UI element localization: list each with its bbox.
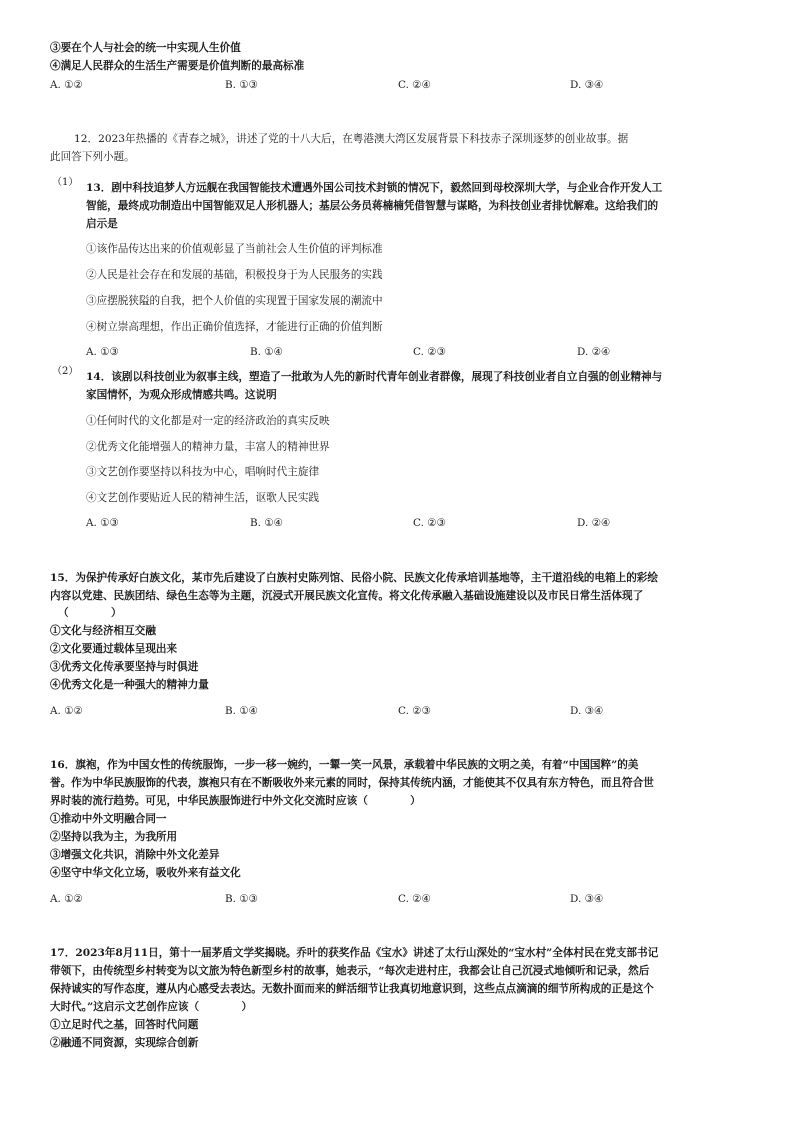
q16-item-4: ④坚守中华文化立场，吸收外来有益文化 (50, 867, 241, 879)
q15-option-d: D. ③④ (570, 705, 604, 717)
q15-line-1: 15．为保护传承好白族文化，某市先后建设了白族村史陈列馆、民俗小院、民族文化传承培训基地等，主干道沿线的电箱上的彩绘 (50, 572, 658, 584)
q13-item-2: ②人民是社会存在和发展的基础，积极投身于为人民服务的实践 (86, 269, 383, 281)
q13-marker: （1） (52, 177, 79, 188)
top-option-c: C. ②④ (398, 79, 431, 91)
q13-item-3: ③应摆脱狭隘的自我，把个人价值的实现置于国家发展的潮流中 (86, 295, 383, 307)
q13-item-1: ①该作品传达出来的价值观彰显了当前社会人生价值的评判标准 (86, 243, 383, 255)
q16-option-b: B. ①③ (225, 893, 258, 905)
q16-item-1: ①推动中外文明融合同一 (50, 813, 167, 825)
q13-option-a: A. ①③ (86, 346, 119, 358)
q14-item-4: ④文艺创作要贴近人民的精神生活，讴歌人民实践 (86, 492, 320, 504)
q15-item-4: ④优秀文化是一种强大的精神力量 (50, 679, 209, 691)
q12-line-2: 此回答下列小题。 (50, 151, 135, 163)
q17-line-2: 带领下，由传统型乡村转变为以文旅为特色新型乡村的故事，她表示，“每次走进村庄，我都会让自己沉浸式地倾听和记录，然后 (50, 965, 650, 977)
q14-option-d: D. ②④ (577, 517, 611, 529)
q17-line-1: 17．2023年8月11日，第十一届茅盾文学奖揭晓。乔叶的获奖作品《宝水》讲述了太行山深处的“宝水村”全体村民在党支部书记 (50, 947, 659, 959)
q14-line-2: 家国情怀，为观众形成情感共鸣。这说明 (86, 389, 277, 401)
q16-line-1: 16．旗袍，作为中国女性的传统服饰，一步一移一婉约，一颦一笑一风景，承载着中华民族的文明之美，有着“中国国粹”的美 (50, 759, 639, 771)
q17-item-2: ②融通不同资源，实现综合创新 (50, 1037, 199, 1049)
q15-line-3: （ ） (58, 607, 122, 619)
q12-line-1: 12．2023年热播的《青春之城》，讲述了党的十八大后，在粤港澳大湾区发展背景下科技赤子深圳逐梦的创业故事。据 (74, 133, 629, 145)
top-item-3: ③要在个人与社会的统一中实现人生价值 (50, 42, 241, 54)
q14-option-c: C. ②③ (413, 517, 446, 529)
q16-item-2: ②坚持以我为主，为我所用 (50, 831, 178, 843)
q15-option-b: B. ①④ (225, 705, 258, 717)
q15-option-a: A. ①② (50, 705, 83, 717)
q15-item-1: ①文化与经济相互交融 (50, 625, 156, 637)
q16-option-a: A. ①② (50, 893, 83, 905)
q14-item-3: ③文艺创作要坚持以科技为中心，唱响时代主旋律 (86, 466, 320, 478)
q13-option-c: C. ②③ (413, 346, 446, 358)
q16-item-3: ③增强文化共识，消除中外文化差异 (50, 849, 220, 861)
q13-line-3: 启示是 (86, 218, 118, 230)
q13-option-d: D. ②④ (577, 346, 611, 358)
q13-option-b: B. ①④ (250, 346, 283, 358)
q13-line-2: 智能，最终成功制造出中国智能双足人形机器人；基层公务员蒋楠楠凭借智慧与谋略，为科技创业者排忧解难。这给我们的 (86, 200, 659, 212)
q17-line-3: 保持诚实的写作态度，遵从内心感受去表达。无数扑面而来的鲜活细节让我真切地意识到，这些点点滴滴的细节所构成的正是这个 (50, 983, 654, 995)
q16-line-3: 界时装的流行趋势。可见，中华民族服饰进行中外文化交流时应该（ ） (50, 795, 421, 807)
q15-item-2: ②文化要通过载体呈现出来 (50, 643, 178, 655)
q14-item-1: ①任何时代的文化都是对一定的经济政治的真实反映 (86, 415, 330, 427)
q15-option-c: C. ②③ (398, 705, 431, 717)
q16-option-d: D. ③④ (570, 893, 604, 905)
q14-line-1: 14．该剧以科技创业为叙事主线，塑造了一批敢为人先的新时代青年创业者群像，展现了科技创业者自立自强的创业精神与 (86, 371, 663, 383)
top-item-4: ④满足人民群众的生活生产需要是价值判断的最高标准 (50, 60, 305, 72)
q15-line-2: 内容以党建、民族团结、绿色生态等为主题，沉浸式开展民族文化宣传。将文化传承融入基础设施建设以及市民日常生活体现了 (50, 590, 644, 602)
q13-item-4: ④树立崇高理想，作出正确价值选择，才能进行正确的价值判断 (86, 321, 383, 333)
q15-item-3: ③优秀文化传承要坚持与时俱进 (50, 661, 199, 673)
q17-item-1: ①立足时代之基，回答时代问题 (50, 1019, 199, 1031)
q17-line-4: 大时代。”这启示文艺创作应该（ ） (50, 1001, 253, 1013)
q14-marker: （2） (52, 366, 79, 377)
q14-option-a: A. ①③ (86, 517, 119, 529)
top-option-d: D. ③④ (570, 79, 604, 91)
q16-line-2: 誉。作为中华民族服饰的代表，旗袍只有在不断吸收外来元素的同时，保持其传统内涵，才能使其不仅具有东方特色，而且符合世 (50, 777, 654, 789)
q14-option-b: B. ①④ (250, 517, 283, 529)
q16-option-c: C. ②④ (398, 893, 431, 905)
top-option-a: A. ①② (50, 79, 83, 91)
q14-item-2: ②优秀文化能增强人的精神力量，丰富人的精神世界 (86, 441, 330, 453)
q13-line-1: 13．剧中科技追梦人方远舰在我国智能技术遭遇外国公司技术封锁的情况下，毅然回到母校深圳大学，与企业合作开发人工 (86, 182, 663, 194)
top-option-b: B. ①③ (225, 79, 258, 91)
